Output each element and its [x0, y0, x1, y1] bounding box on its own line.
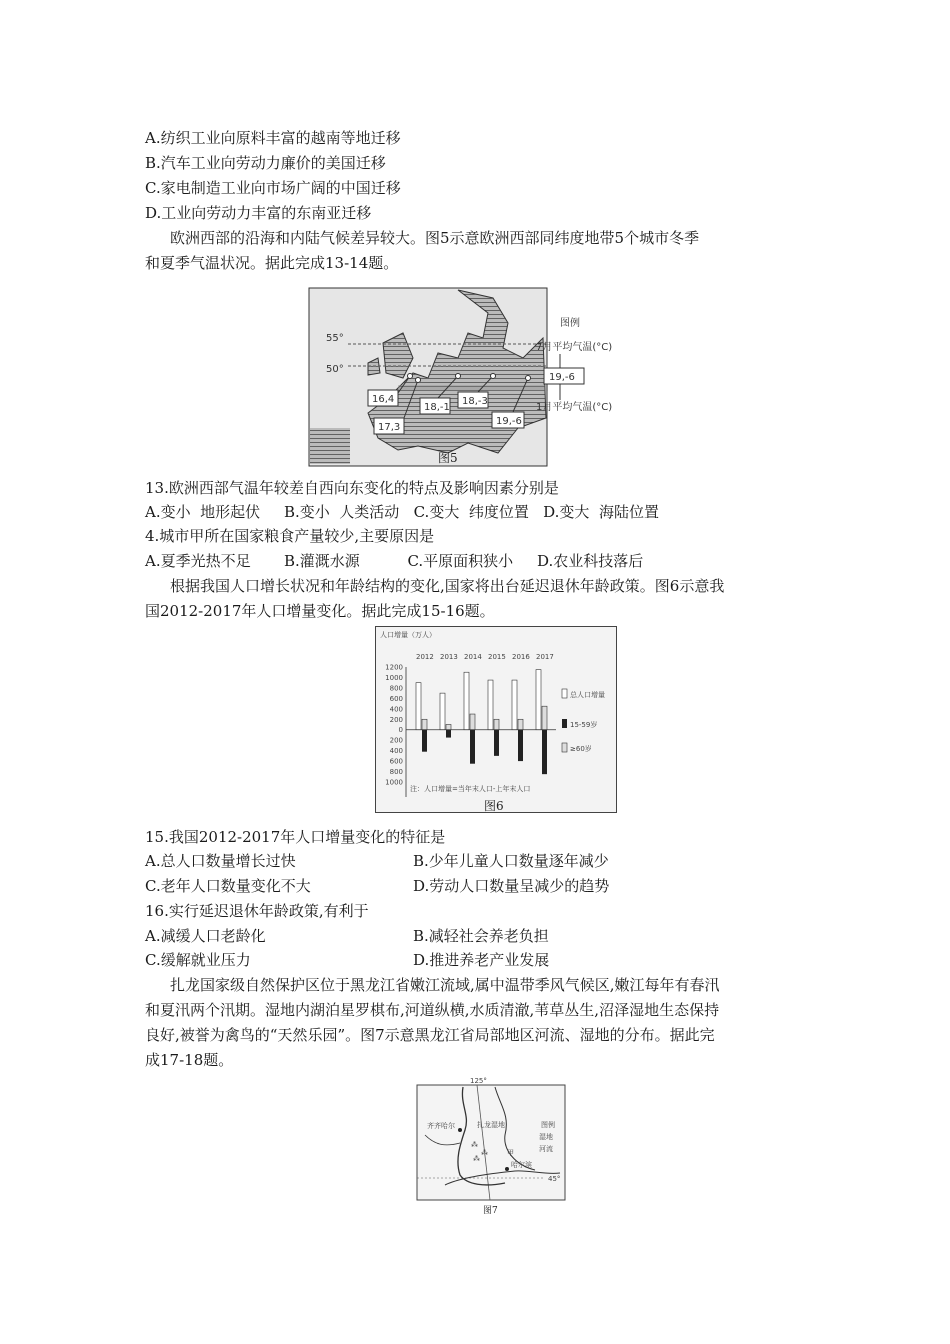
fig6-xlabel: 2017: [536, 653, 554, 661]
passage-13-14-line2: 和夏季气温状况。据此完成13-14题。: [145, 254, 399, 272]
fig6-bar-working-age: [494, 730, 499, 756]
q16-option-a: A.减缓人口老龄化: [145, 927, 266, 945]
fig7-lat-label: 45°: [548, 1175, 561, 1183]
lat-50-label: 50°: [326, 364, 344, 375]
fig5-legend-july: 7月平均气温(°C): [536, 342, 613, 353]
fig6-bar-total: [512, 680, 517, 730]
q13-stem: 13.欧洲西部气温年较差自西向东变化的特点及影响因素分别是: [145, 479, 559, 497]
svg-text:19,-6: 19,-6: [496, 416, 522, 427]
fig6-bar-elderly: [518, 719, 523, 729]
fig5-legend-jan: 1月平均气温(°C): [536, 402, 613, 413]
fig6-bar-total: [488, 680, 493, 730]
q15-option-d: D.劳动人口数量呈减少的趋势: [413, 877, 610, 895]
fig5-legend-sample: 19,-6: [549, 372, 575, 383]
fig6-bar-elderly: [542, 706, 547, 730]
q15-option-c: C.老年人口数量变化不大: [145, 877, 311, 895]
fig7-lon-label: 125°: [470, 1077, 487, 1085]
svg-text:16,4: 16,4: [372, 394, 395, 405]
fig7-city1: 齐齐哈尔: [427, 1122, 455, 1130]
svg-text:18,-3: 18,-3: [462, 396, 488, 407]
q16-option-b: B.减轻社会养老负担: [413, 927, 549, 945]
fig6-ytick: 400: [389, 747, 403, 756]
svg-text:⁂: ⁂: [471, 1141, 478, 1149]
fig6-xlabel: 2014: [464, 653, 482, 661]
fig7-legend-river: 河流: [539, 1145, 553, 1153]
fig6-bar-working-age: [446, 730, 451, 738]
svg-text:⁂: ⁂: [473, 1155, 480, 1163]
fig6-bar-total: [464, 672, 469, 730]
passage-13-14-line1: 欧洲西部的沿海和内陆气候差异较大。图5示意欧洲西部同纬度地带5个城市冬季: [170, 229, 700, 247]
svg-text:17,3: 17,3: [378, 422, 401, 433]
fig6-ytick: 600: [389, 694, 403, 703]
fig6-bar-elderly: [422, 719, 427, 729]
fig6-ytick: 1000: [385, 778, 403, 787]
q12-option-b: B.汽车工业向劳动力廉价的美国迁移: [145, 154, 386, 172]
fig6-ytick: 200: [389, 736, 403, 745]
fig6-bar-working-age: [518, 730, 523, 761]
svg-text:18,-1: 18,-1: [424, 402, 450, 413]
fig7-jia-label: 甲: [507, 1149, 514, 1157]
fig6-ytick: 0: [398, 726, 403, 735]
q12-option-c: C.家电制造工业向市场广阔的中国迁移: [145, 179, 401, 197]
fig6-xlabel: 2012: [416, 653, 434, 661]
fig6-bar-total: [440, 693, 445, 730]
fig6-xlabel: 2013: [440, 653, 458, 661]
passage-17-18-line3: 良好,被誉为禽鸟的“天然乐园”。图7示意黑龙江省局部地区河流、湿地的分布。据此完: [145, 1026, 715, 1044]
figure-5-map: [308, 278, 643, 468]
q15-stem: 15.我国2012-2017年人口增量变化的特征是: [145, 828, 446, 846]
q15-option-b: B.少年儿童人口数量逐年减少: [413, 852, 609, 870]
fig6-ylabel: 人口增量（万人）: [380, 631, 436, 639]
figure-5-caption: 图5: [438, 451, 458, 465]
q13-options: A.变小 地形起伏 B.变小 人类活动 C.变大 纬度位置 D.变大 海陆位置: [145, 503, 659, 521]
fig6-bar-total: [536, 670, 541, 730]
fig6-legend: [562, 689, 605, 753]
svg-text:15-59岁: 15-59岁: [570, 721, 598, 729]
passage-17-18-line1: 扎龙国家级自然保护区位于黑龙江省嫩江流域,属中温带季风气候区,嫩江每年有春汛: [170, 976, 720, 994]
q14-options: A.夏季光热不足 B.灌溉水源 C.平原面积狭小 D.农业科技落后: [145, 552, 644, 570]
fig7-city2: 哈尔滨: [511, 1161, 532, 1169]
passage-15-16-line1: 根据我国人口增长状况和年龄结构的变化,国家将出台延迟退休年龄政策。图6示意我: [170, 577, 725, 595]
fig6-bar-working-age: [542, 730, 547, 774]
passage-15-16-line2: 国2012-2017年人口增量变化。据此完成15-16题。: [145, 602, 495, 620]
fig6-bar-elderly: [470, 714, 475, 730]
passage-17-18-line2: 和夏汛两个汛期。湿地内湖泊星罗棋布,河道纵横,水质清澈,苇草丛生,沼泽湿地生态保持: [145, 1001, 720, 1019]
fig5-legend-title: 图例: [560, 318, 580, 329]
q15-option-a: A.总人口数量增长过快: [145, 852, 296, 870]
fig6-note: 注：人口增量=当年末人口-上年末人口: [410, 785, 531, 793]
fig6-bar-total: [416, 683, 421, 730]
figure-6-chart: [375, 626, 617, 813]
fig6-ytick: 800: [389, 684, 403, 693]
fig6-ytick: 600: [389, 757, 403, 766]
figure-7-map: [415, 1075, 570, 1215]
svg-text:⁂: ⁂: [481, 1149, 488, 1157]
q16-option-d: D.推进养老产业发展: [413, 951, 550, 969]
fig6-ytick: 1200: [385, 663, 403, 672]
fig6-xlabel: 2016: [512, 653, 530, 661]
q12-option-d: D.工业向劳动力丰富的东南亚迁移: [145, 204, 372, 222]
fig7-wetland-label: 扎龙湿地: [477, 1121, 505, 1129]
passage-17-18-line4: 成17-18题。: [145, 1051, 234, 1069]
q16-option-c: C.缓解就业压力: [145, 951, 251, 969]
fig7-legend-title: 图例: [541, 1121, 555, 1129]
q14-stem: 4.城市甲所在国家粮食产量较少,主要原因是: [145, 527, 435, 545]
fig6-bar-elderly: [494, 719, 499, 729]
fig6-bar-working-age: [470, 730, 475, 764]
fig6-ytick: 400: [389, 705, 403, 714]
svg-text:≥60岁: ≥60岁: [570, 745, 592, 753]
lat-55-label: 55°: [326, 333, 344, 344]
fig6-bar-working-age: [422, 730, 427, 752]
fig7-legend-wetland: 湿地: [539, 1133, 553, 1141]
figure-6-caption: 图6: [484, 799, 504, 813]
figure-7-caption: 图7: [483, 1206, 498, 1215]
q12-option-a: A.纺织工业向原料丰富的越南等地迁移: [145, 129, 401, 147]
fig6-ytick: 1000: [385, 673, 403, 682]
fig6-ytick: 800: [389, 768, 403, 777]
svg-text:总人口增量: 总人口增量: [570, 691, 605, 699]
fig6-ytick: 200: [389, 715, 403, 724]
fig6-bar-elderly: [446, 725, 451, 730]
fig6-xlabel: 2015: [488, 653, 506, 661]
q16-stem: 16.实行延迟退休年龄政策,有利于: [145, 902, 369, 920]
